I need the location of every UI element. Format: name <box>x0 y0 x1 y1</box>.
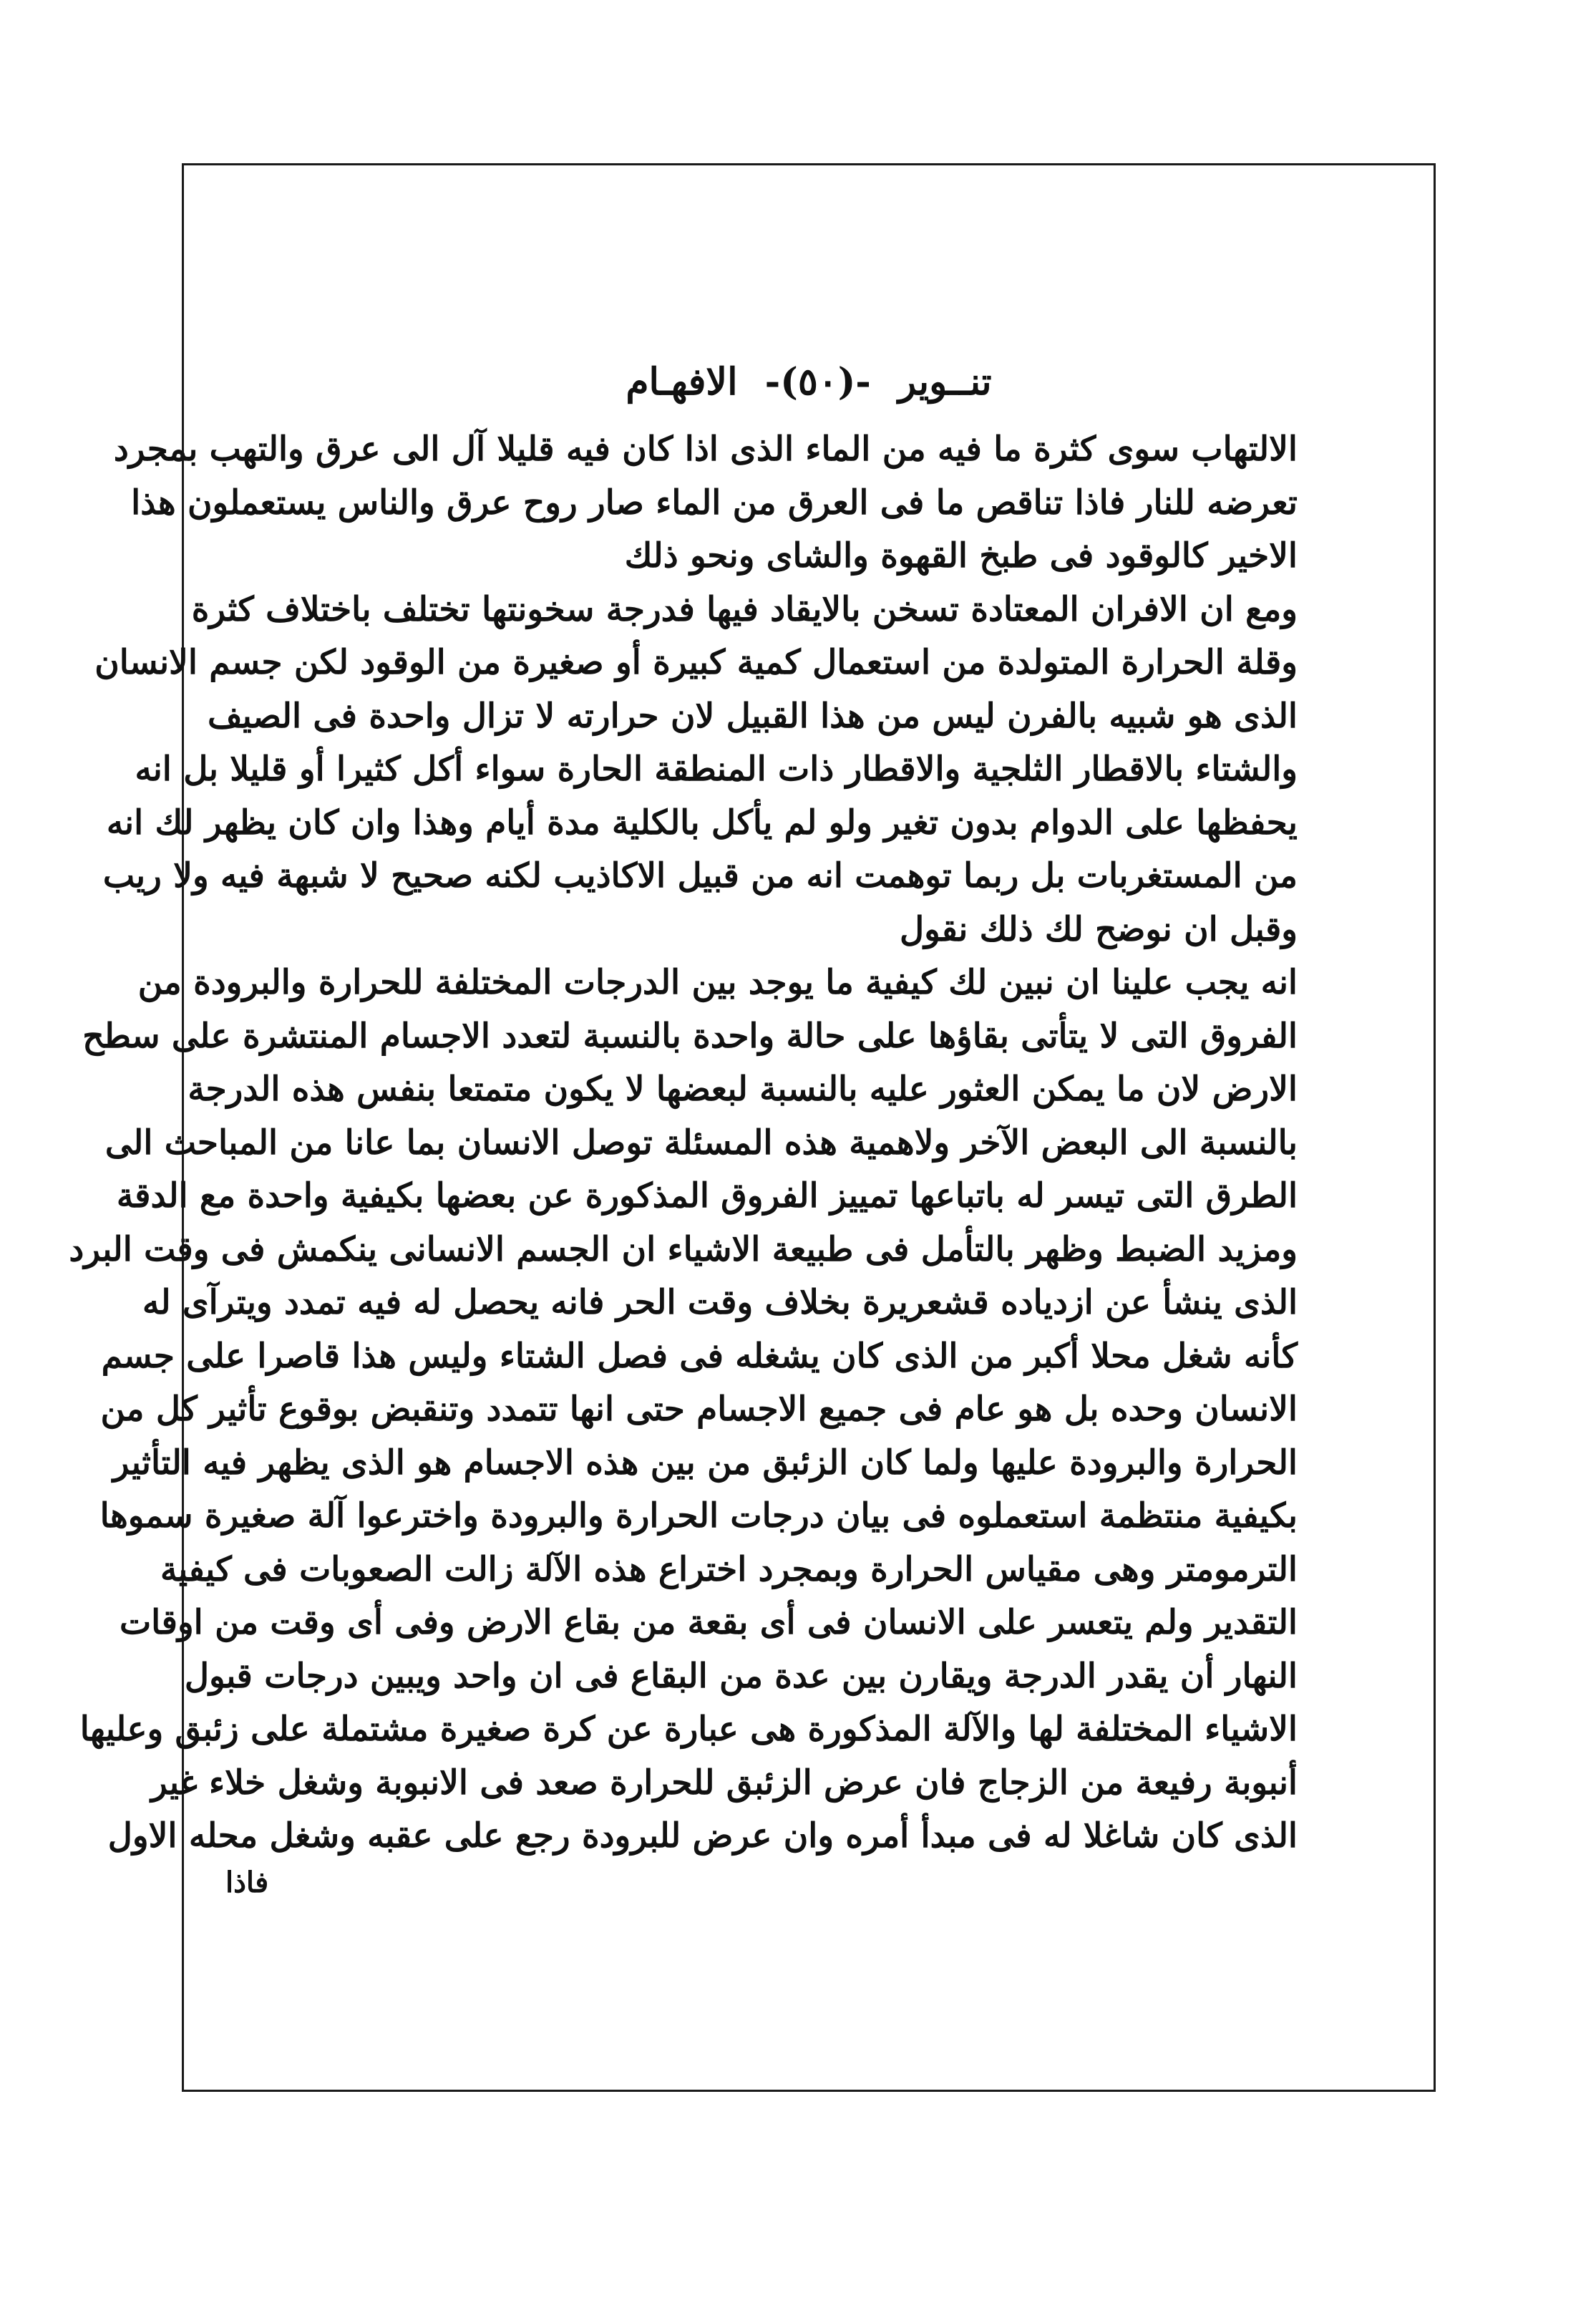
text-line: من المستغربات بل ربما توهمت انه من قبيل الاكاذيب لكنه صحيح لا شبهة فيه ولا ريب <box>102 856 1298 896</box>
text-line: الذى ينشأ عن ازدياده قشعريرة بخلاف وقت الحر فانه يحصل له فيه تمدد ويترآى له <box>142 1283 1298 1322</box>
text-line: الترمومتر وهى مقياس الحرارة وبمجرد اختراع هذه الآلة زالت الصعوبات فى كيفية <box>160 1549 1298 1589</box>
text-line: الالتهاب سوى كثرة ما فيه من الماء الذى اذا كان فيه قليلا آل الى عرق والتهب بمجرد <box>113 430 1298 469</box>
text-line: الفروق التى لا يتأتى بقاؤها على حالة واحدة بالنسبة لتعدد الاجسام المنتشرة على سطح <box>82 1016 1298 1056</box>
text-line: التقدير ولم يتعسر على الانسان فى أى بقعة من بقاع الارض وفى أى وقت من اوقات <box>119 1603 1298 1642</box>
header-title-left: تنــوير <box>897 360 992 404</box>
text-line: والشتاء بالاقطار الثلجية والاقطار ذات المنطقة الحارة سواء أكل كثيرا أو قليلا بل انه <box>135 750 1298 789</box>
text-line: الذى هو شبيه بالفرن ليس من هذا القبيل لان حرارته لا تزال واحدة فى الصيف <box>208 696 1298 736</box>
text-line: انه يجب علينا ان نبين لك كيفية ما يوجد بين الدرجات المختلفة للحرارة والبرودة من <box>137 963 1298 1002</box>
text-line: أنبوبة رفيعة من الزجاج فان عرض الزئبق للحرارة صعد فى الانبوبة وشغل خلاء غير <box>150 1763 1298 1803</box>
text-line: وقلة الحرارة المتولدة من استعمال كمية كبيرة أو صغيرة من الوقود لكن جسم الانسان <box>94 643 1298 682</box>
text-line: الارض لان ما يمكن العثور عليه بالنسبة لبعضها لا يكون متمتعا بنفس هذه الدرجة <box>188 1070 1298 1109</box>
page-header <box>184 357 1434 407</box>
page-number: -(٥٠)- <box>764 360 871 404</box>
text-line: الاشياء المختلفة لها والآلة المذكورة هى عبارة عن كرة صغيرة مشتملة على زئبق وعليها <box>79 1710 1298 1749</box>
text-line: يحفظها على الدوام بدون تغير ولو لم يأكل بالكلية مدة أيام وهذا وان كان يظهر لك انه <box>106 803 1298 843</box>
text-line: الطرق التى تيسر له باتباعها تمييز الفروق المذكورة عن بعضها بكيفية واحدة مع الدقة <box>116 1176 1298 1216</box>
text-line: الانسان وحده بل هو عام فى جميع الاجسام حتى انها تتمدد وتنقبض بوقوع تأثير كل من <box>100 1390 1298 1429</box>
text-line: تعرضه للنار فاذا تناقص ما فى العرق من الماء صار روح عرق والناس يستعملون هذا <box>131 483 1298 523</box>
text-line: ومع ان الافران المعتادة تسخن بالايقاد فيها فدرجة سخونتها تختلف باختلاف كثرة <box>191 589 1298 629</box>
catchword: فاذا <box>225 1866 269 1899</box>
header-title-right: الافهـام <box>626 360 738 404</box>
text-line: كأنه شغل محلا أكبر من الذى كان يشغله فى فصل الشتاء وليس هذا قاصرا على جسم <box>101 1336 1298 1376</box>
text-line: ومزيد الضبط وظهر بالتأمل فى طبيعة الاشياء ان الجسم الانسانى ينكمش فى وقت البرد <box>69 1229 1298 1269</box>
page-frame <box>69 163 1436 2092</box>
text-line: النهار أن يقدر الدرجة ويقارن بين عدة من البقاع فى ان واحد ويبين درجات قبول <box>184 1656 1298 1696</box>
text-line: بالنسبة الى البعض الآخر ولاهمية هذه المسئلة توصل الانسان بما عانا من المباحث الى <box>104 1123 1298 1163</box>
text-line: الاخير كالوقود فى طبخ القهوة والشاى ونحو ذلك <box>624 536 1298 576</box>
text-line: الذى كان شاغلا له فى مبدأ أمره وان عرض للبرودة رجع على عقبه وشغل محله الاول <box>107 1816 1298 1856</box>
text-line: الحرارة والبرودة عليها ولما كان الزئبق من بين هذه الاجسام هو الذى يظهر فيه التأثير <box>112 1443 1298 1483</box>
body-text <box>69 423 1298 1863</box>
text-line: بكيفية منتظمة استعملوه فى بيان درجات الحرارة والبرودة واخترعوا آلة صغيرة سموها <box>99 1496 1298 1536</box>
text-line: وقبل ان نوضح لك ذلك نقول <box>899 909 1298 949</box>
